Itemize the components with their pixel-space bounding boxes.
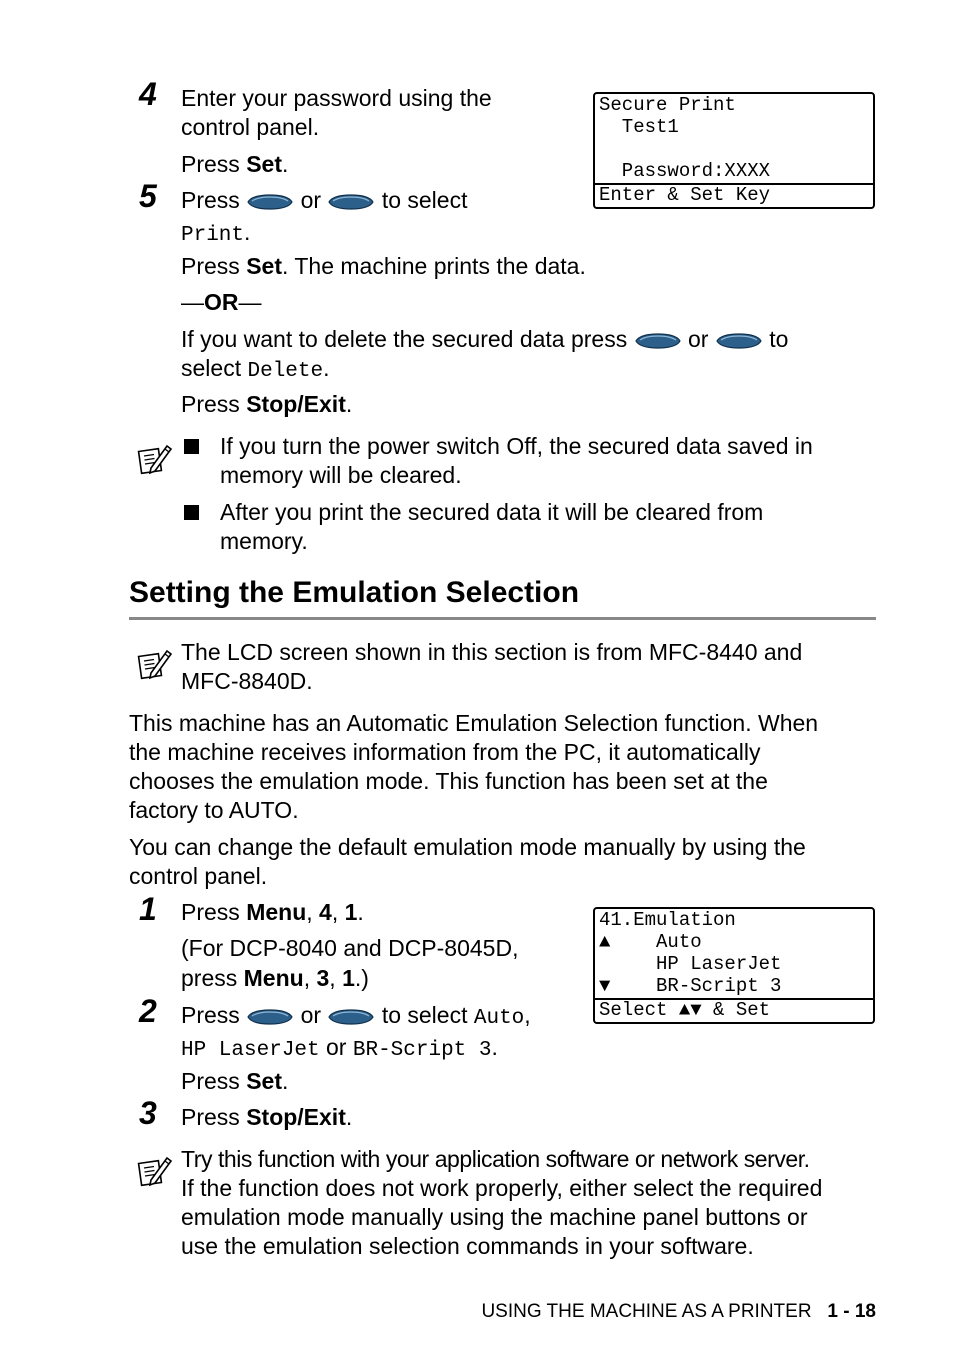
step4-press-set: Press Set.	[181, 151, 289, 177]
para2-line1: You can change the default emulation mode manually by using the	[129, 834, 806, 860]
para1-line4: factory to AUTO.	[129, 797, 299, 823]
lcd2-line4: ▼ BR-Script 3	[599, 975, 782, 997]
stop-exit-key-label: Stop/Exit	[246, 391, 346, 417]
lcd2-line3: HP LaserJet	[599, 953, 782, 975]
page-number: 1 - 18	[827, 1301, 876, 1322]
note3-line2: If the function does not work properly, either select the required	[181, 1175, 823, 1201]
note1-bullet2-line1: After you print the secured data it will be cleared from	[220, 499, 764, 525]
step-number-1: 1	[139, 891, 157, 927]
option-br-script: BR-Script 3	[352, 1039, 492, 1062]
lcd1-line4: Password:XXXX	[599, 160, 771, 182]
down-arrow-button-icon	[327, 194, 375, 210]
down-arrow-button-icon	[715, 333, 763, 349]
lcd1-line2: Test1	[599, 116, 679, 138]
lcd-secure-print	[593, 92, 875, 209]
note2-line1: The LCD screen shown in this section is from MFC-8440 and	[181, 639, 803, 665]
menu-key-label: Menu	[243, 965, 304, 991]
note3-line4: use the emulation selection commands in your software.	[181, 1233, 754, 1259]
estep1-line1: Press Menu, 4, 1.	[181, 899, 364, 925]
bullet-square	[184, 439, 199, 454]
note-pencil-icon	[137, 645, 173, 681]
step5-press-stop: Press Stop/Exit.	[181, 391, 353, 417]
set-key-label: Set	[246, 151, 282, 177]
step5-option-line: Print.	[181, 219, 251, 247]
note-pencil-icon	[137, 440, 173, 476]
lcd-emulation	[593, 907, 875, 1024]
option-print: Print	[181, 224, 245, 247]
note1-bullet1-line1: If you turn the power switch Off, the secured data saved in	[220, 433, 813, 459]
note-pencil-icon	[137, 1152, 173, 1188]
menu-key-label: Menu	[246, 899, 307, 925]
up-arrow-button-icon	[246, 194, 294, 210]
estep1-paren-line1: (For DCP-8040 and DCP-8045D,	[181, 935, 519, 961]
option-delete: Delete	[247, 360, 324, 383]
note1-bullet1-line2: memory will be cleared.	[220, 462, 462, 488]
estep2-line2: HP LaserJet or BR-Script 3.	[181, 1034, 498, 1062]
para1-line1: This machine has an Automatic Emulation Selection function. When	[129, 710, 819, 736]
down-triangle-icon: ▼	[599, 975, 611, 997]
section-rule	[129, 617, 876, 620]
lcd2-line1: 41.Emulation	[599, 909, 736, 931]
stop-exit-key-label: Stop/Exit	[246, 1104, 346, 1130]
section-title: Setting the Emulation Selection	[129, 576, 580, 609]
chapter-title: USING THE MACHINE AS A PRINTER	[481, 1301, 812, 1322]
estep2-press-set: Press Set.	[181, 1068, 289, 1094]
note3-line3: emulation mode manually using the machine panel buttons or	[181, 1204, 808, 1230]
bullet-square	[184, 505, 199, 520]
para1-line2: the machine receives information from the PC, it automatically	[129, 739, 761, 765]
lcd1-footer: Enter & Set Key	[595, 183, 873, 207]
estep1-paren-line2: press Menu, 3, 1.)	[181, 965, 369, 991]
step-number-3: 3	[139, 1095, 157, 1131]
step-number-5: 5	[139, 178, 157, 214]
step-number-4: 4	[139, 76, 157, 112]
lcd2-footer: Select ▲▼ & Set	[595, 998, 873, 1022]
delete-line1: If you want to delete the secured data press or to	[181, 326, 789, 352]
note3-line1: Try this function with your application software or network server.	[181, 1146, 810, 1172]
down-arrow-button-icon	[327, 1009, 375, 1025]
set-key-label: Set	[246, 253, 282, 279]
option-auto: Auto	[473, 1007, 525, 1030]
para2-line2: control panel.	[129, 863, 268, 889]
up-triangle-icon: ▲	[599, 931, 611, 953]
step-number-2: 2	[139, 993, 157, 1029]
estep3-press-stop: Press Stop/Exit.	[181, 1104, 353, 1130]
page-footer	[481, 1300, 876, 1324]
set-key-label: Set	[246, 1068, 282, 1094]
option-hp-laserjet: HP LaserJet	[181, 1039, 320, 1062]
step4-line1: Enter your password using the	[181, 85, 492, 111]
step4-line2: control panel.	[181, 114, 320, 140]
note1-bullet2-line2: memory.	[220, 528, 308, 554]
note2-line2: MFC-8840D.	[181, 668, 313, 694]
estep2-line1: Press or to select Auto,	[181, 1002, 531, 1030]
lcd2-line2: ▲ Auto	[599, 931, 702, 953]
step5-line1: Press or to select	[181, 187, 468, 213]
lcd1-line1: Secure Print	[599, 94, 736, 116]
step5-press-set: Press Set. The machine prints the data.	[181, 253, 586, 279]
delete-line2: select Delete.	[181, 355, 330, 383]
para1-line3: chooses the emulation mode. This function has been set at the	[129, 768, 768, 794]
or-separator: —OR—	[181, 289, 262, 315]
lcd1-line3	[595, 138, 873, 160]
up-arrow-button-icon	[634, 333, 682, 349]
up-arrow-button-icon	[246, 1009, 294, 1025]
